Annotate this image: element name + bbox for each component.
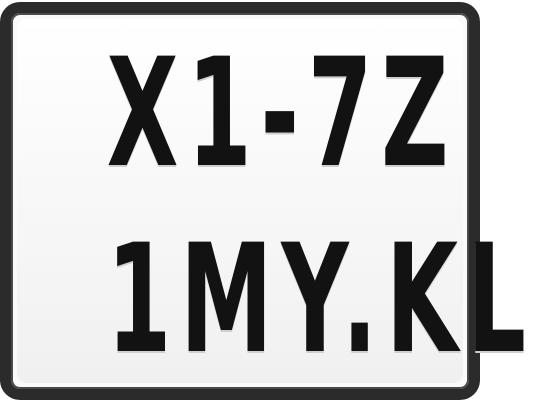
plate-line-bottom: 1MY.KL bbox=[106, 213, 535, 387]
plate-line-top: X1-7Z bbox=[106, 27, 458, 201]
license-plate bbox=[0, 2, 535, 400]
